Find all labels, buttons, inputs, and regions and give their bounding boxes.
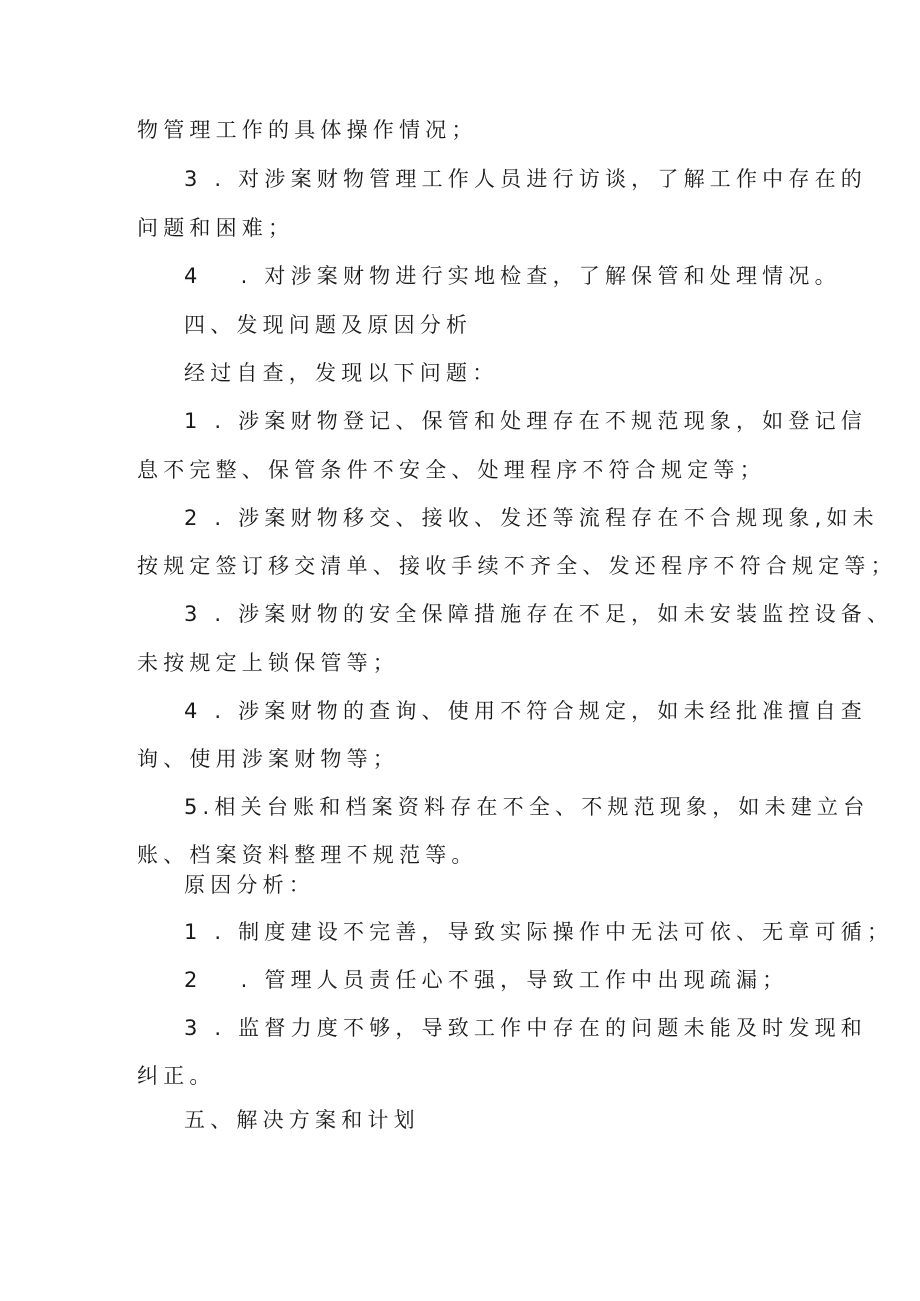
section-heading: 五、解决方案和计划	[184, 1108, 420, 1132]
list-item-text: 4 . 涉案财物的查询、使用不符合规定，如未经批准擅自查	[184, 699, 867, 723]
list-item-text: 3 . 对涉案财物管理工作人员进行访谈，了解工作中存在的	[184, 167, 867, 191]
list-item-text: 1 . 制度建设不完善，导致实际操作中无法可依、无章可循；	[184, 920, 894, 944]
body-text-line: 经过自查，发现以下问题：	[184, 361, 499, 385]
list-item-text: 5.相关台账和档案资料存在不全、不规范现象，如未建立台	[184, 795, 870, 819]
body-text-line: 未按规定上锁保管等；	[137, 651, 399, 675]
body-text-line: 询、使用涉案财物等；	[137, 747, 399, 771]
list-item-text: 4 . 对涉案财物进行实地检查，了解保管和处理情况。	[184, 264, 841, 288]
section-heading: 四、发现问题及原因分析	[184, 313, 473, 337]
subsection-heading: 原因分析：	[184, 873, 315, 897]
body-text-line: 息不完整、保管条件不安全、处理程序不符合规定等；	[137, 458, 766, 482]
list-item-text: 2 . 管理人员责任心不强，导致工作中出现疏漏；	[184, 968, 789, 992]
body-text-line: 按规定签订移交清单、接收手续不齐全、发还程序不符合规定等；	[137, 554, 897, 578]
list-item-text: 1 . 涉案财物登记、保管和处理存在不规范现象，如登记信	[184, 409, 867, 433]
body-text-line: 账、档案资料整理不规范等。	[137, 843, 478, 867]
list-item-text: 3 . 监督力度不够，导致工作中存在的问题未能及时发现和	[184, 1016, 867, 1040]
body-text-line: 物管理工作的具体操作情况；	[137, 118, 478, 142]
list-item-text: 2 . 涉案财物移交、接收、发还等流程存在不合规现象,如未	[184, 506, 879, 530]
body-text-line: 纠正。	[137, 1064, 216, 1088]
list-item-text: 3 . 涉案财物的安全保障措施存在不足，如未安装监控设备、	[184, 602, 894, 626]
body-text-line: 问题和困难；	[137, 216, 295, 240]
